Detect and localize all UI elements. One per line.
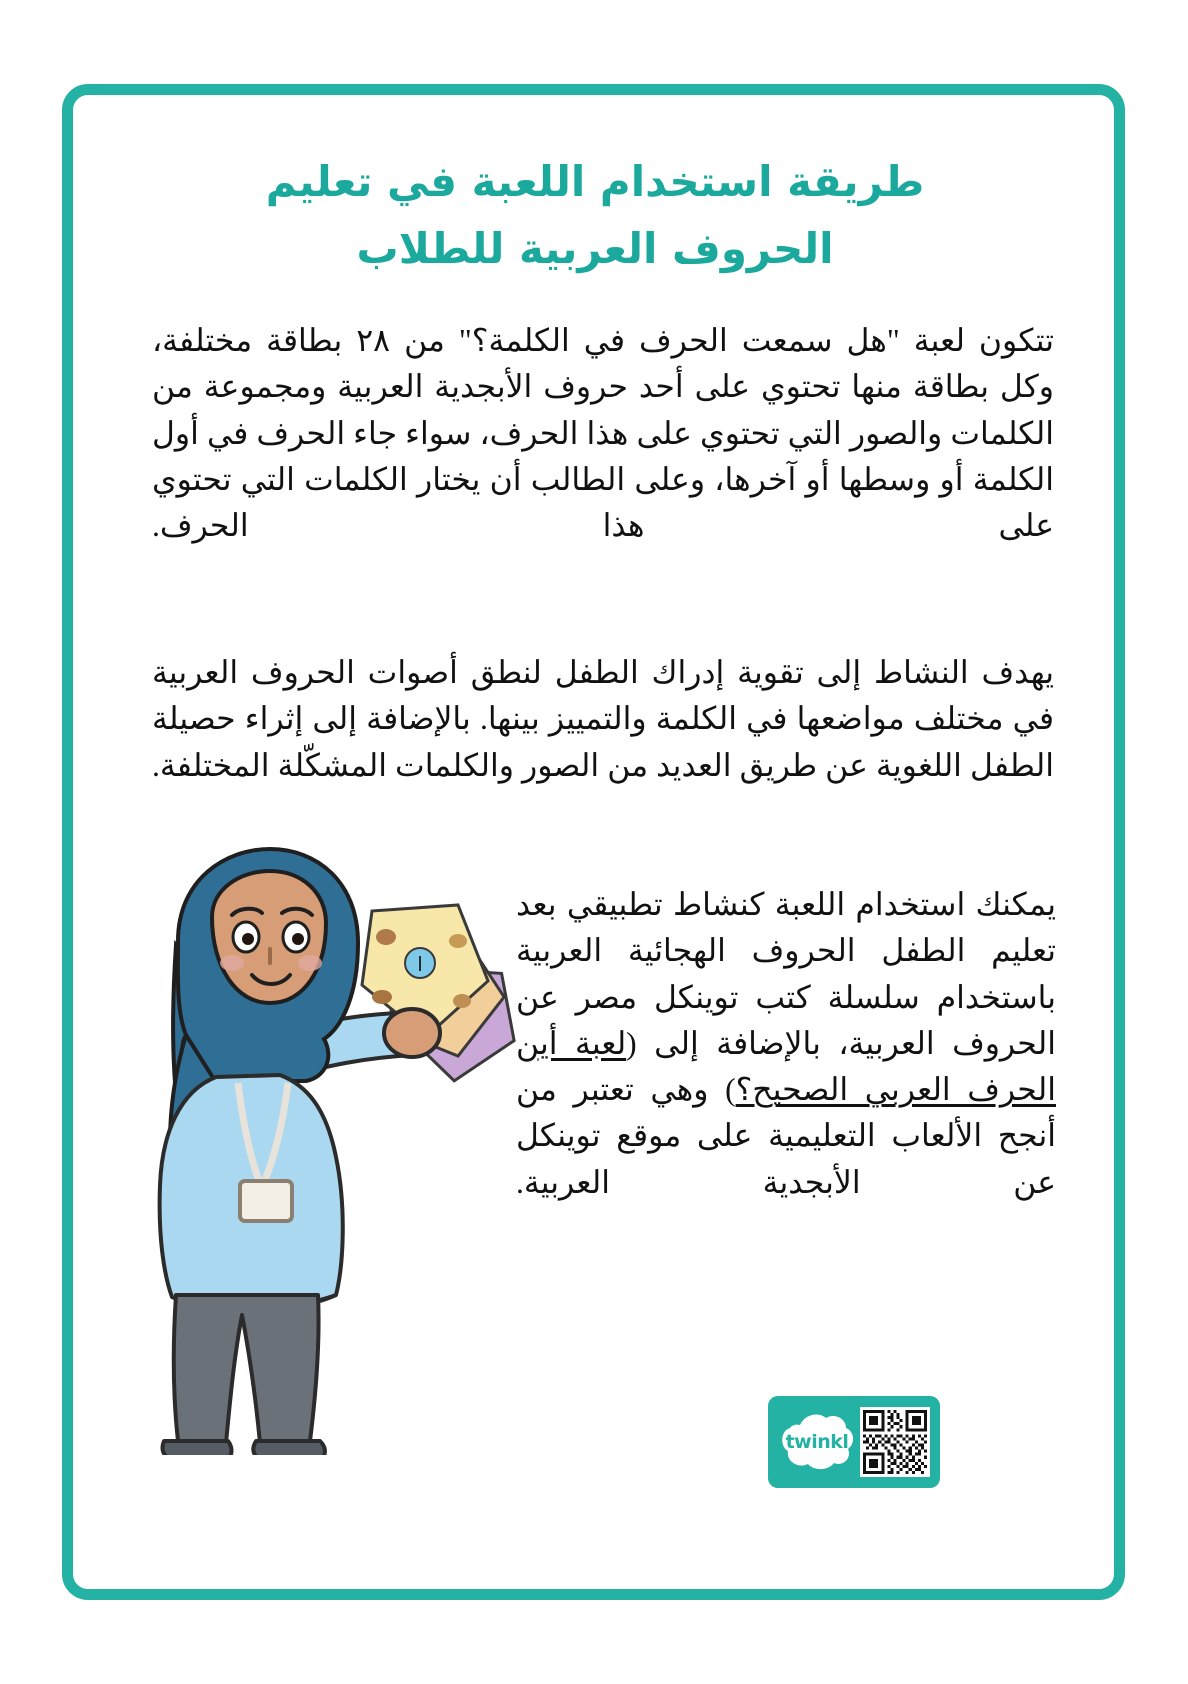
page-title (180, 148, 1010, 282)
twinkl-logo (778, 1411, 856, 1473)
paragraph-activity-goal: يهدف النشاط إلى تقوية إدراك الطفل لنطق أصوات الحروف العربية في مختلف مواضعها في الكلمة والتمييز بينها. بالإضافة إلى إثراء حصيلة الطفل اللغوية عن طريق العديد من الصور والكلمات المشكّلة المختلفة. (152, 655, 1054, 783)
pentagon-cards-group (362, 905, 525, 1090)
illustration-svg (120, 845, 540, 1455)
girl-with-cards-illustration (120, 845, 540, 1455)
paragraph-usage-text-before: يمكنك استخدام اللعبة كنشاط تطبيقي بعد تعليم الطفل الحروف الهجائية العربية باستخدام سلسلة كتب توينكل مصر عن الحروف العربية، بالإضافة إلى ( (516, 887, 1056, 1061)
paragraph-game-description: تتكون لعبة "هل سمعت الحرف في الكلمة؟" من ٢٨ بطاقة مختلفة، وكل بطاقة منها تحتوي على أحد حروف الأبجدية العربية ومجموعة من الكلمات والصور التي تحتوي على هذا الحرف، سواء جاء الحرف في أول الكلمة أو وسطها أو آخرها، وعلى الطالب أن يختار الكلمات التي تحتوي على هذا الحرف. (152, 323, 1054, 544)
twinkl-footer-badge (768, 1396, 940, 1488)
paragraph-usage-suggestion (516, 882, 1056, 1206)
page-title-line-1: طريقة استخدام اللعبة في تعليم (265, 157, 925, 206)
qr-code-svg (863, 1410, 927, 1474)
page-title-line-2: الحروف العربية للطلاب (356, 224, 834, 274)
qr-code[interactable] (860, 1407, 930, 1477)
twinkl-wordmark: twinkl (785, 1431, 849, 1453)
svg-text:ا: ا (417, 952, 423, 976)
related-game-link[interactable]: لعبة أين الحرف العربي الصحيح؟ (516, 1025, 1056, 1108)
paragraph-usage-text-after: ) وهي تعتبر من أنجح الألعاب التعليمية على موقع توينكل عن الأبجدية العربية. (516, 1072, 1056, 1200)
